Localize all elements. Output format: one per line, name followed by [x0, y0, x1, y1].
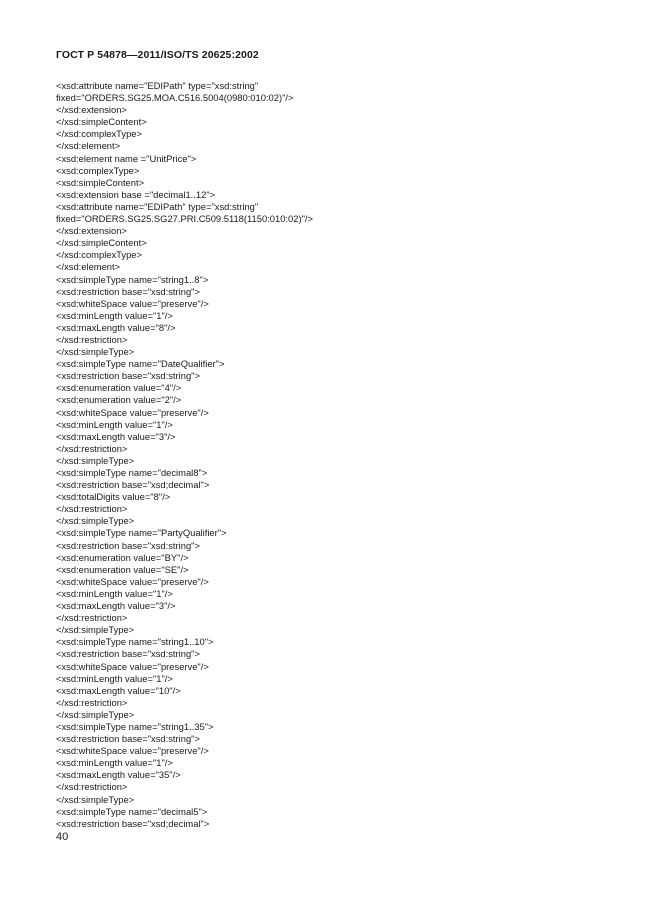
code-line: <xsd:simpleType name="decimal8"> — [56, 467, 208, 478]
code-line: <xsd:extension base ="decimal1..12"> — [56, 188, 216, 200]
code-line: </xsd:restriction> — [56, 612, 128, 624]
code-line: fixed="ORDERS.SG25.MOA.C516.5004(0980:010:02)"/> — [56, 92, 294, 104]
code-line: <xsd:restriction base="xsd;decimal"> — [56, 817, 210, 829]
code-line: <xsd:whiteSpace value="preserve"/> — [56, 297, 209, 309]
code-line: <xsd:maxLength value="8"/> — [56, 321, 176, 333]
code-line: <xsd:whiteSpace value="preserve"/> — [56, 406, 209, 418]
code-line: <xsd:simpleType name="PartyQualifier"> — [56, 527, 227, 539]
code-line: <xsd:simpleContent> — [56, 176, 145, 188]
code-line: </xsd:extension> — [56, 225, 127, 237]
code-line: <xsd:enumeration value="SE"/> — [56, 563, 189, 575]
code-line: <xsd:totalDigits value="8"/> — [56, 491, 171, 503]
code-line: </xsd:simpleType> — [56, 454, 135, 466]
code-line: <xsd:simpleType name="decimal5"> — [56, 805, 208, 817]
code-line: <xsd:simpleType name="string1..35"> — [56, 720, 214, 732]
code-line: </xsd:element> — [56, 140, 121, 152]
code-line: <xsd:complexType> — [56, 164, 140, 176]
code-line: <xsd:simpleType name="string1..8"> — [56, 273, 209, 285]
code-line: <xsd:enumeration value="BY"/> — [56, 551, 189, 563]
code-line: <xsd:minLength value="1"/> — [56, 672, 173, 684]
code-line: </xsd:element> — [56, 261, 121, 273]
code-line: <xsd:restriction base="xsd:string"> — [56, 539, 200, 551]
code-line: </xsd:restriction> — [56, 442, 128, 454]
code-line: <xsd:maxLength value="10"/> — [56, 684, 181, 696]
xml-code-listing — [56, 80, 313, 830]
code-line: </xsd:simpleContent> — [56, 237, 147, 249]
code-line: </xsd:simpleType> — [56, 624, 135, 636]
code-line: <xsd:whiteSpace value="preserve"/> — [56, 660, 209, 672]
code-line: <xsd:whiteSpace value="preserve"/> — [56, 575, 209, 587]
page-header-title: ГОСТ Р 54878—2011/ISO/TS 20625:2002 — [56, 49, 259, 61]
code-line: </xsd:simpleType> — [56, 515, 135, 527]
code-line: </xsd:simpleType> — [56, 708, 135, 720]
code-line: <xsd:maxLength value="35"/> — [56, 769, 181, 781]
code-line: <xsd:minLength value="1"/> — [56, 309, 173, 321]
code-line: <xsd:minLength value="1"/> — [56, 587, 173, 599]
code-line: <xsd:minLength value="1"/> — [56, 418, 173, 430]
code-line: <xsd:restriction base="xsd;decimal"> — [56, 479, 210, 491]
code-line: <xsd:restriction base="xsd:string"> — [56, 370, 200, 382]
code-line: </xsd:restriction> — [56, 696, 128, 708]
page-number: 40 — [56, 831, 69, 843]
code-line: <xsd:maxLength value="3"/> — [56, 600, 176, 612]
code-line: <xsd:restriction base="xsd:string"> — [56, 285, 200, 297]
code-line: </xsd:simpleContent> — [56, 116, 147, 128]
code-line: </xsd:restriction> — [56, 503, 128, 515]
code-line: </xsd:restriction> — [56, 781, 128, 793]
code-line: </xsd:extension> — [56, 104, 127, 116]
code-line: <xsd:attribute name="EDIPath" type="xsd:string" — [56, 80, 259, 91]
code-line: <xsd:enumeration value="4"/> — [56, 382, 182, 394]
code-line: <xsd:attribute name="EDIPath" type="xsd:string" — [56, 200, 259, 212]
code-line: <xsd:restriction base="xsd:string"> — [56, 733, 200, 745]
code-line: </xsd:restriction> — [56, 333, 128, 345]
code-line: <xsd:simpleType name="DateQualifier"> — [56, 358, 225, 370]
code-line: <xsd:element name ="UnitPrice"> — [56, 152, 197, 164]
code-line: fixed="ORDERS.SG25.SG27.PRI.C509.5118(1150:010:02)"/> — [56, 213, 313, 225]
code-line: <xsd:simpleType name="string1..10"> — [56, 636, 214, 648]
code-line: <xsd:restriction base="xsd:string"> — [56, 648, 200, 660]
code-line: <xsd:whiteSpace value="preserve"/> — [56, 745, 209, 757]
code-line: <xsd:maxLength value="3"/> — [56, 430, 176, 442]
code-line: <xsd:enumeration value="2"/> — [56, 394, 182, 406]
code-line: </xsd:complexType> — [56, 249, 142, 261]
code-line: </xsd:complexType> — [56, 128, 142, 140]
code-line: </xsd:simpleType> — [56, 793, 135, 805]
code-line: <xsd:minLength value="1"/> — [56, 757, 173, 769]
code-line: </xsd:simpleType> — [56, 346, 135, 358]
